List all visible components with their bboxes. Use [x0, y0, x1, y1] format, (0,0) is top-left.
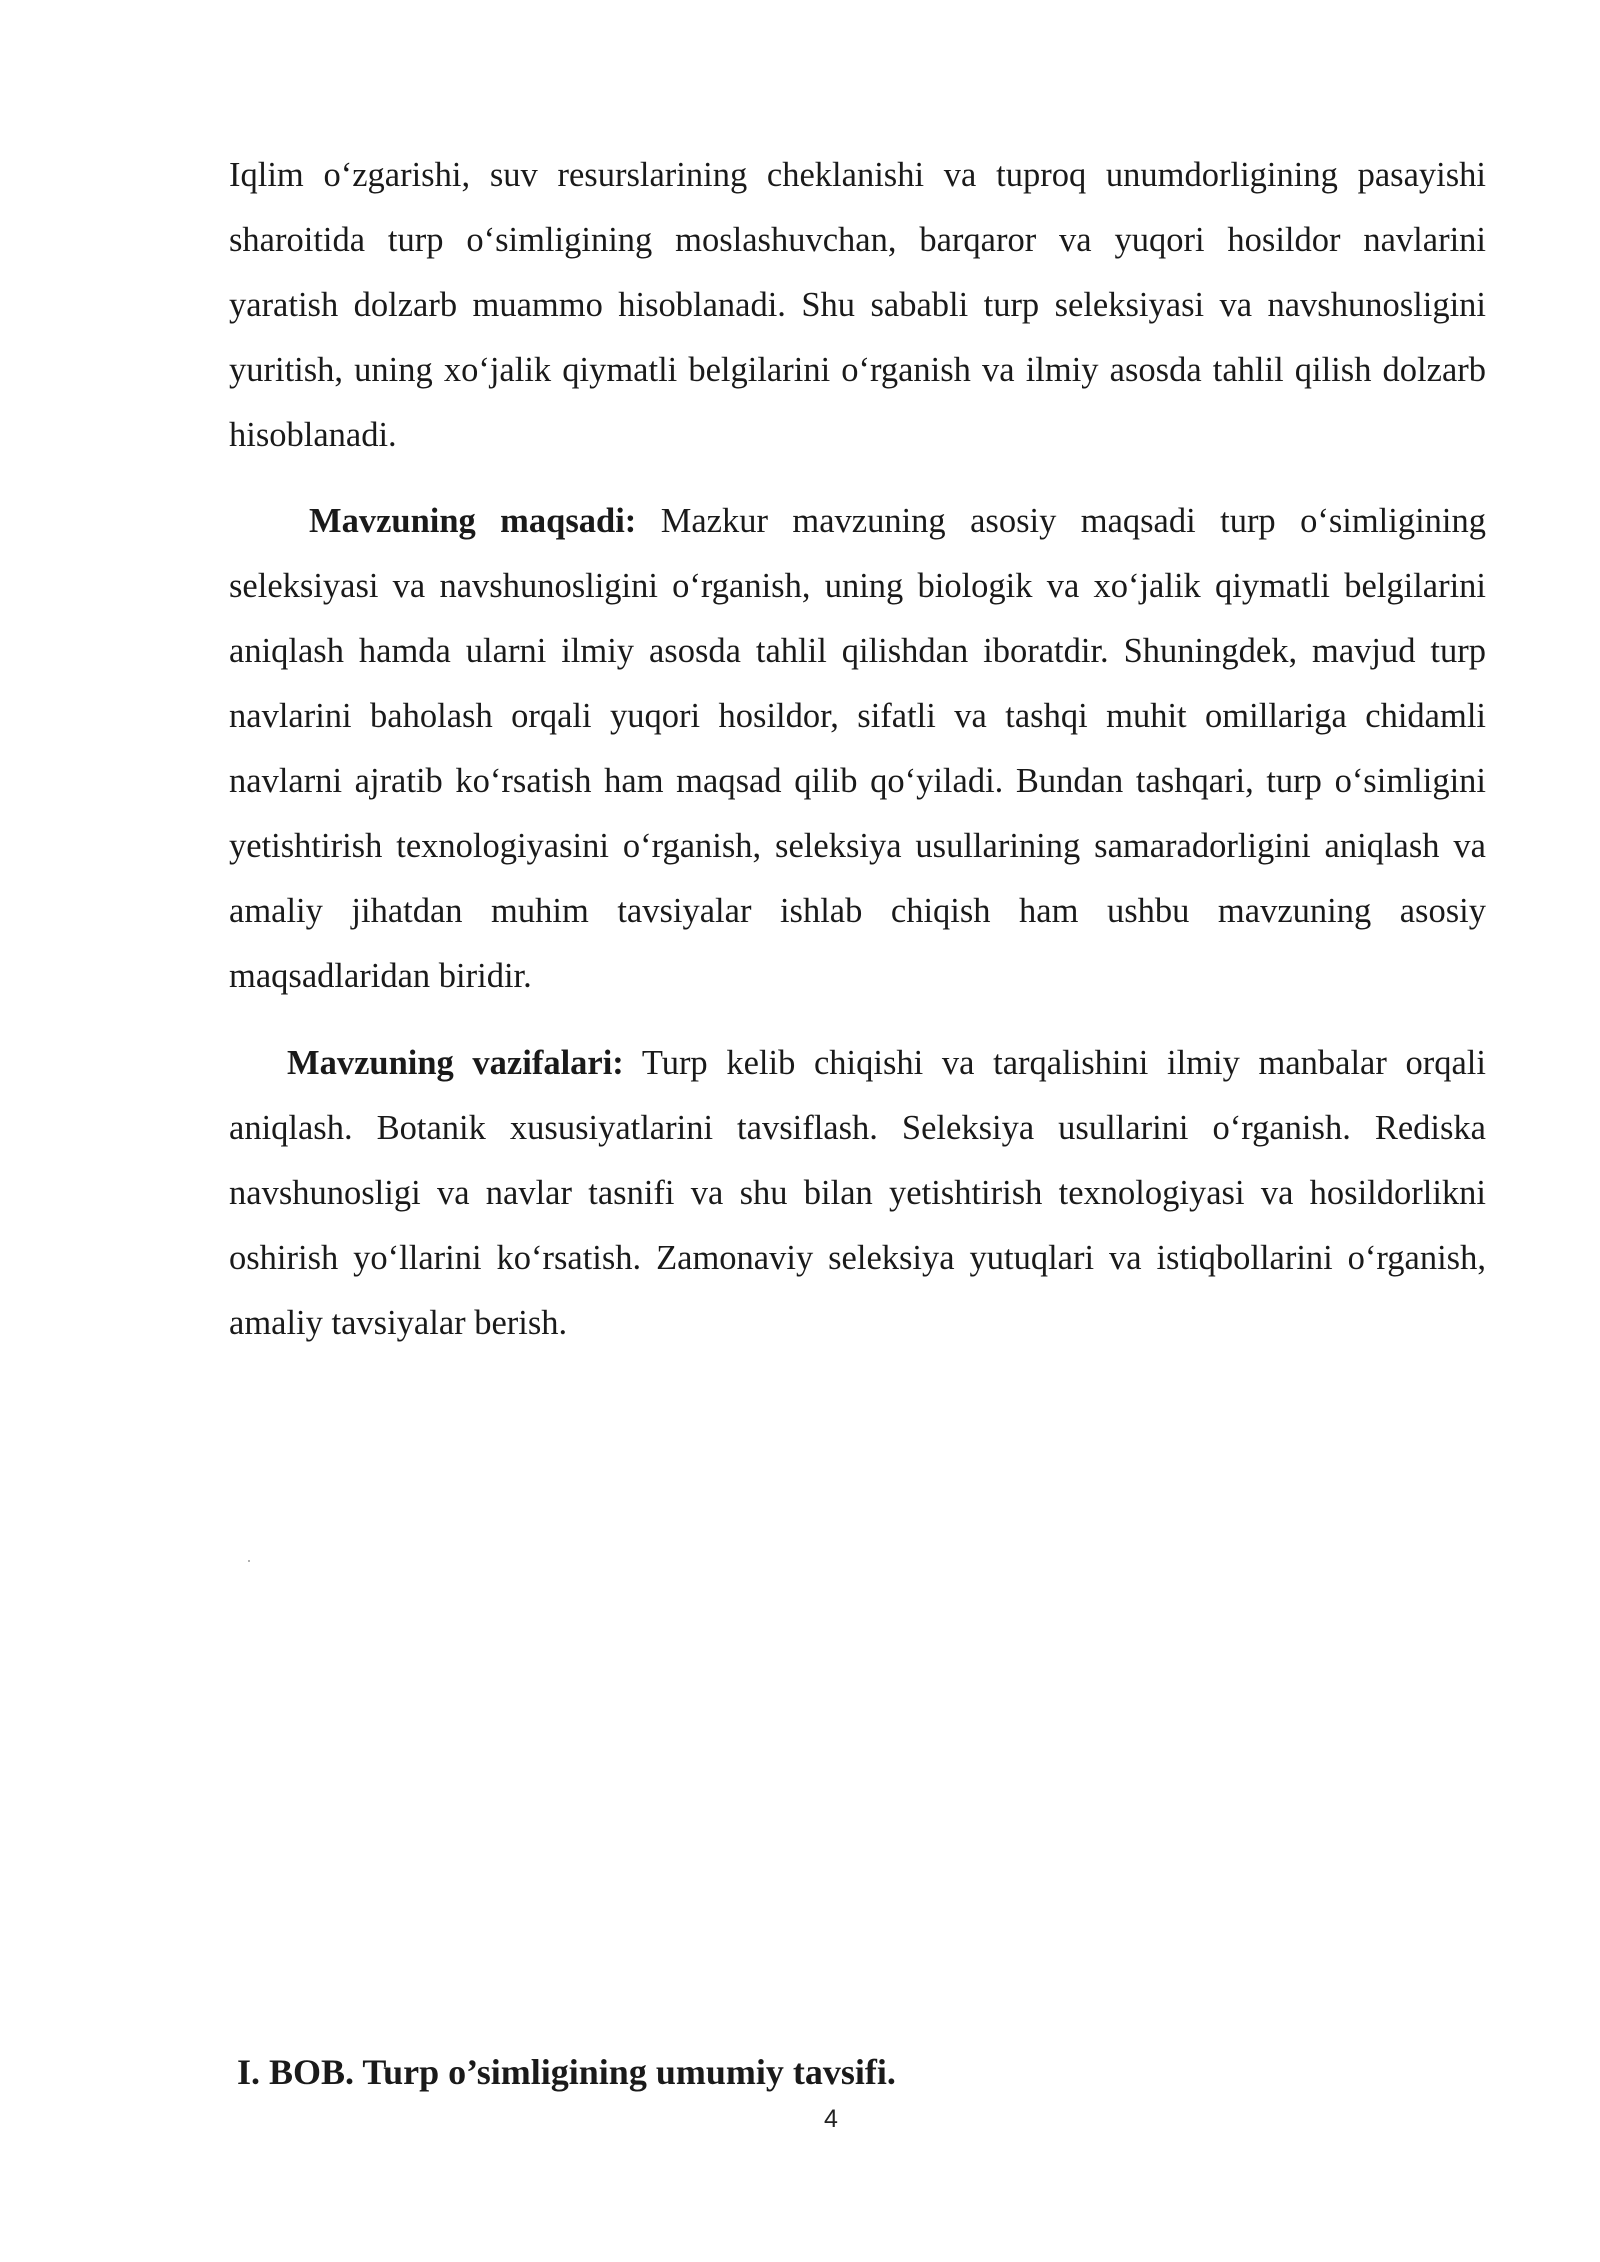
paragraph-text: Turp kelib chiqishi va tarqalishini ilmiy manbalar orqali aniqlash. Botanik xususiyatlarini tavsiflash. Seleksiya usullarini o‘rganish. Rediska navshunosligi va navlar tasnifi va shu bilan yetishtirish texnologiyasi va hosildorlikni oshirish yo‘llarini ko‘rsatish. Zamonaviy seleksiya yutuqlari va istiqbollarini o‘rganish, amaliy tavsiyalar berish.	[229, 1044, 1486, 1342]
paragraph-lead-tasks: Mavzuning vazifalari:	[287, 1044, 624, 1082]
paragraph-lead-goal: Mavzuning maqsadi:	[309, 502, 637, 540]
body-paragraph-1	[229, 143, 1486, 468]
body-paragraph-tasks	[229, 1031, 1486, 1356]
paragraph-text: Mazkur mavzuning asosiy maqsadi turp o‘simligining seleksiyasi va navshunosligini o‘rganish, uning biologik va xo‘jalik qiymatli belgilarini aniqlash hamda ularni ilmiy asosda tahlil qilishdan iboratdir. Shuningdek, mavjud turp navlarini baholash orqali yuqori hosildor, sifatli va tashqi muhit omillariga chidamli navlarni ajratib ko‘rsatish ham maqsad qilib qo‘yiladi. Bundan tashqari, turp o‘simligini yetishtirish texnologiyasini o‘rganish, seleksiya usullarining samaradorligini aniqlash va amaliy jihatdan muhim tavsiyalar ishlab chiqish ham ushbu mavzuning asosiy maqsadlaridan biridir.	[229, 502, 1487, 995]
body-paragraph-goal	[229, 489, 1486, 1009]
page-number: 4	[824, 2105, 838, 2133]
stray-dot-mark	[248, 1560, 250, 1562]
paragraph-text: Iqlim o‘zgarishi, suv resurslarining cheklanishi va tuproq unumdorligining pasayishi sharoitida turp o‘simligining moslashuvchan, barqaror va yuqori hosildor navlarini yaratish dolzarb muammo hisoblanadi. Shu sababli turp seleksiyasi va navshunosligini yuritish, uning xo‘jalik qiymatli belgilarini o‘rganish va ilmiy asosda tahlil qilish dolzarb hisoblanadi.	[229, 156, 1486, 454]
chapter-heading: I. BOB. Turp o’simligining umumiy tavsifi.	[237, 2052, 896, 2092]
